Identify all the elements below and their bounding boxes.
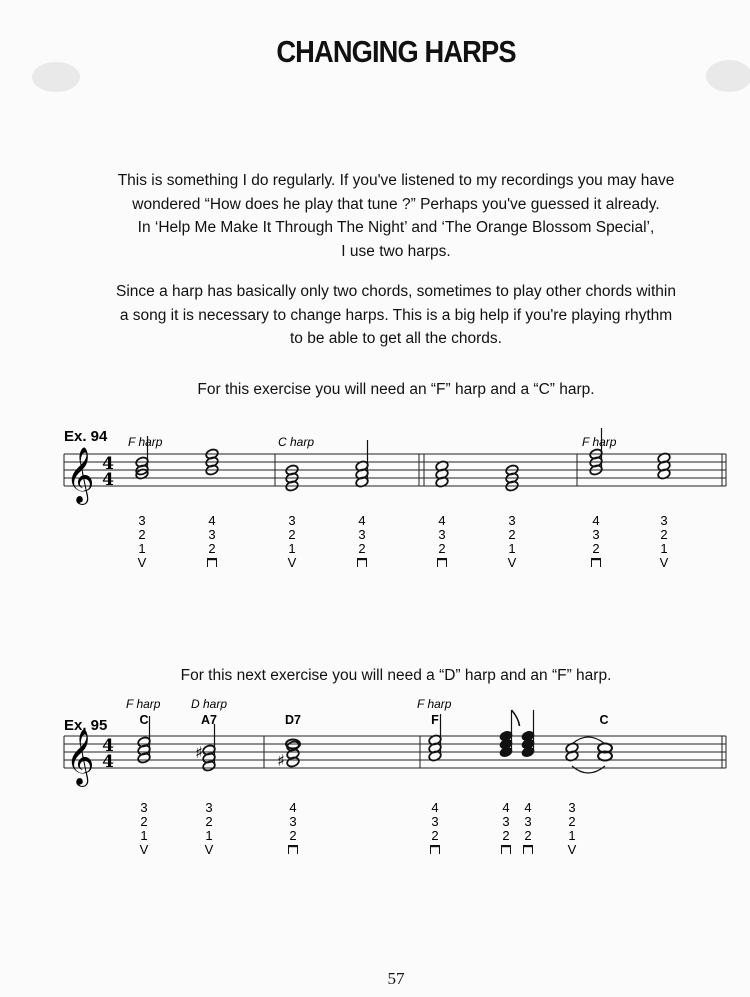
treble-clef: 𝄞: [66, 729, 95, 785]
hole-number: 2: [138, 527, 146, 542]
chord-symbol: C: [139, 713, 149, 727]
chord-symbol: C: [599, 713, 609, 727]
hole-number: 2: [508, 527, 516, 542]
blow-symbol: V: [659, 555, 669, 570]
harp-label: C harp: [278, 435, 315, 449]
time-signature-bottom: 4: [102, 470, 114, 490]
blow-symbol: V: [139, 842, 149, 857]
page-number: 57: [387, 969, 405, 988]
intro-line: I use two harps.: [341, 242, 451, 260]
hole-number: 3: [502, 814, 510, 829]
draw-symbol: [438, 558, 447, 560]
hole-number: 4: [208, 513, 216, 528]
intro-line: This is something I do regularly. If you've listened to my recordings you may have: [117, 172, 675, 189]
hole-number: 2: [358, 541, 366, 556]
exercise-95-staff: [64, 697, 726, 857]
hole-number: 4: [438, 513, 446, 528]
hole-number: 4: [358, 513, 366, 528]
hole-number: 4: [431, 800, 439, 815]
hole-number: 3: [205, 800, 213, 815]
hole-number: 4: [289, 800, 297, 815]
sharp-sign: ♯: [195, 743, 203, 762]
hole-number: 2: [208, 541, 216, 556]
hole-number: 3: [568, 800, 576, 815]
draw-symbol: [208, 558, 217, 560]
hole-number: 1: [205, 828, 213, 843]
hole-number: 3: [140, 800, 148, 815]
hole-number: 3: [288, 513, 296, 528]
hole-number: 4: [524, 800, 532, 815]
exercise-95-label: Ex. 95: [64, 717, 108, 734]
hole-number: 4: [502, 800, 510, 815]
hole-number: 2: [568, 814, 576, 829]
exercise-94-label: Ex. 94: [64, 428, 108, 445]
exercise-95-notation: [0, 694, 750, 894]
blow-symbol: V: [287, 555, 297, 570]
hole-number: 2: [524, 828, 532, 843]
sharp-sign: ♯: [277, 751, 285, 770]
blow-symbol: V: [567, 842, 577, 857]
hole-number: 2: [289, 828, 297, 843]
harp-label: F harp: [126, 697, 161, 711]
hole-number: 3: [289, 814, 297, 829]
draw-symbol: [502, 845, 511, 847]
explanation-line: a song it is necessary to change harps. This is a big help if you're playing rhythm: [119, 306, 673, 324]
hole-number: 2: [502, 828, 510, 843]
hole-number: 1: [138, 541, 146, 556]
draw-symbol: [431, 845, 440, 847]
blow-symbol: V: [137, 555, 147, 570]
tie-arc: [572, 737, 605, 744]
hole-number: 3: [592, 527, 600, 542]
blow-symbol: V: [204, 842, 214, 857]
hole-number: 3: [438, 527, 446, 542]
hole-number: 2: [140, 814, 148, 829]
hole-number: 1: [288, 541, 296, 556]
hole-number: 2: [431, 828, 439, 843]
intro-paragraph: [0, 169, 750, 263]
explanation-line: Since a harp has basically only two chords, sometimes to play other chords within: [116, 283, 676, 300]
draw-symbol: [358, 558, 367, 560]
hole-number: 2: [592, 541, 600, 556]
blow-symbol: V: [507, 555, 517, 570]
hole-number: 3: [660, 513, 668, 528]
hole-number: 4: [592, 513, 600, 528]
treble-clef: 𝄞: [66, 447, 95, 503]
harp-label: F harp: [582, 435, 617, 449]
hole-number: 1: [660, 541, 668, 556]
exercise-94-staff: [64, 428, 726, 570]
exercise-94-instruction: For this exercise you will need an “F” harp and a “C” harp.: [197, 381, 595, 398]
hole-number: 3: [138, 513, 146, 528]
hole-number: 1: [568, 828, 576, 843]
hole-number: 3: [508, 513, 516, 528]
time-signature-top: 4: [102, 736, 114, 756]
note-flag: [512, 710, 520, 726]
hole-number: 2: [205, 814, 213, 829]
draw-symbol: [592, 558, 601, 560]
intro-line: In ‘Help Me Make It Through The Night’ and ‘The Orange Blossom Special’,: [137, 219, 655, 236]
exercise-95-instruction: For this next exercise you will need a “D” harp and an “F” harp.: [180, 667, 612, 684]
hole-number: 3: [431, 814, 439, 829]
hole-number: 2: [438, 541, 446, 556]
hole-number: 2: [660, 527, 668, 542]
harp-label: F harp: [128, 435, 163, 449]
tie-arc: [572, 766, 605, 773]
hole-number: 1: [140, 828, 148, 843]
chord-symbol: F: [431, 713, 439, 727]
explanation-line: to be able to get all the chords.: [290, 330, 502, 347]
time-signature-bottom: 4: [102, 752, 114, 772]
page-title: CHANGING HARPS: [276, 34, 516, 69]
chord-symbol: D7: [285, 713, 301, 727]
chord-symbol: A7: [201, 713, 217, 727]
harp-label: F harp: [417, 697, 452, 711]
harp-label: D harp: [191, 697, 228, 711]
explanation-paragraph: [0, 280, 750, 351]
hole-number: 2: [288, 527, 296, 542]
draw-symbol: [289, 845, 298, 847]
hole-number: 3: [358, 527, 366, 542]
hole-number: 1: [508, 541, 516, 556]
draw-symbol: [524, 845, 533, 847]
hole-number: 3: [208, 527, 216, 542]
hole-number: 3: [524, 814, 532, 829]
exercise-94-notation: [0, 420, 750, 590]
time-signature-top: 4: [102, 454, 114, 474]
intro-line: wondered “How does he play that tune ?” Perhaps you've guessed it already.: [132, 195, 660, 213]
